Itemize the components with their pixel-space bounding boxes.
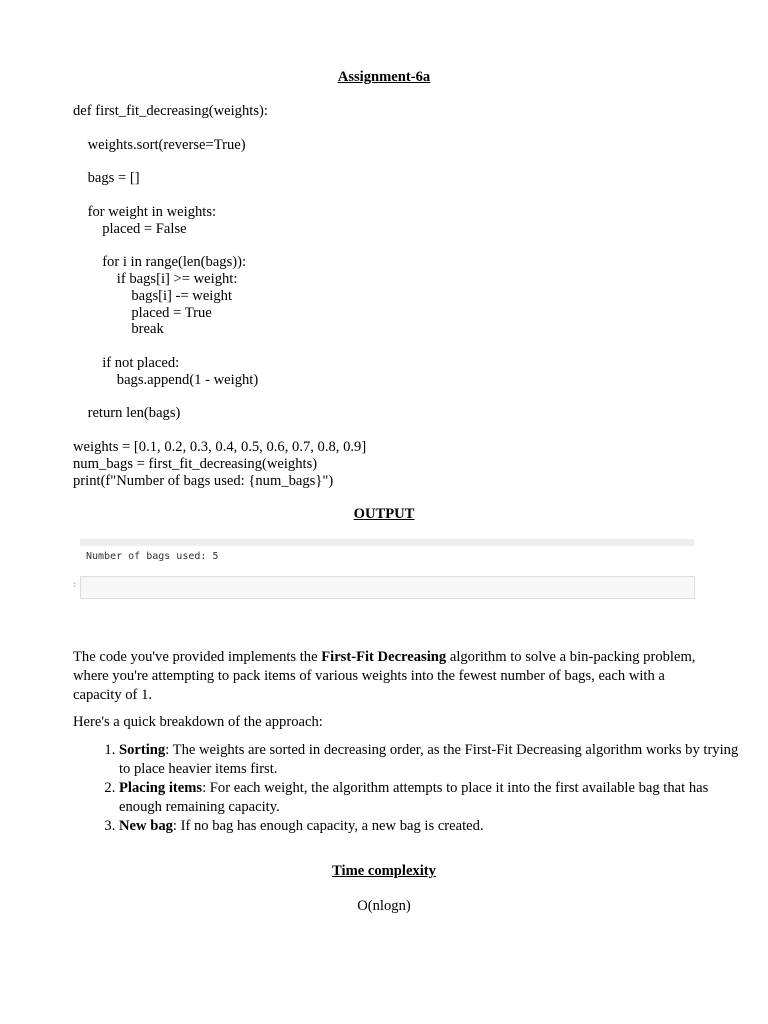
output-screenshot — [80, 539, 694, 599]
code-line: def first_fit_decreasing(weights): — [73, 103, 268, 119]
code-line: return len(bags) — [73, 405, 181, 422]
code-line — [73, 187, 366, 204]
steps-list — [73, 741, 744, 836]
intro-paragraph — [73, 648, 698, 705]
step-text: : If no bag has enough capacity, a new bag is created. — [172, 818, 484, 834]
step-term: Placing items — [119, 780, 203, 796]
code-line: weights.sort(reverse=True) — [73, 136, 246, 153]
code-line: bags[i] -= weight — [73, 287, 233, 304]
cell-prompt: : — [72, 580, 78, 590]
output-heading: OUTPUT — [353, 506, 415, 522]
code-block — [73, 103, 366, 489]
code-line: print(f"Number of bags used: {num_bags}") — [73, 472, 334, 489]
step-item — [119, 817, 744, 836]
breakdown-lead: Here's a quick breakdown of the approach: — [73, 714, 323, 730]
code-line: for weight in weights: — [73, 203, 217, 220]
code-line — [73, 237, 366, 254]
code-line — [73, 338, 366, 355]
step-item — [119, 741, 744, 779]
assignment-title: Assignment-6a — [337, 69, 431, 85]
code-line: bags = [] — [73, 170, 140, 187]
step-text: : The weights are sorted in decreasing order, as the First-Fit Decreasing algorithm works by trying to place heavier items first. — [119, 742, 739, 777]
step-term: Sorting — [119, 742, 166, 758]
code-line: break — [73, 321, 164, 338]
code-line: weights = [0.1, 0.2, 0.3, 0.4, 0.5, 0.6, 0.7, 0.8, 0.9] — [73, 438, 367, 455]
code-line — [73, 120, 366, 137]
intro-text-after: algorithm to solve a bin-packing problem, where you're attempting to pack items of various weights into the fewest number of bags, each with a capacity of 1. — [73, 649, 696, 703]
algorithm-name: First-Fit Decreasing — [321, 649, 447, 665]
intro-text-before: The code you've provided implements the — [73, 649, 322, 665]
output-text: Number of bags used: 5 — [86, 551, 219, 562]
step-item — [119, 779, 744, 817]
step-text: : For each weight, the algorithm attempts to place it into the first available bag that has enough remaining capacity. — [119, 780, 709, 815]
code-line — [73, 389, 366, 406]
code-line — [73, 422, 366, 439]
code-line: if bags[i] >= weight: — [73, 270, 238, 287]
code-line: num_bags = first_fit_decreasing(weights) — [73, 455, 318, 472]
output-toolbar-strip — [80, 539, 694, 546]
code-line: bags.append(1 - weight) — [73, 371, 259, 388]
time-complexity-value: O(nlogn) — [357, 898, 411, 914]
time-complexity-heading: Time complexity — [332, 863, 436, 879]
code-line — [73, 153, 366, 170]
code-line: placed = False — [73, 220, 187, 237]
step-term: New bag — [119, 818, 173, 834]
empty-code-cell — [80, 576, 695, 599]
code-line: placed = True — [73, 304, 212, 321]
code-line: for i in range(len(bags)): — [73, 254, 247, 271]
code-line: if not placed: — [73, 354, 180, 371]
